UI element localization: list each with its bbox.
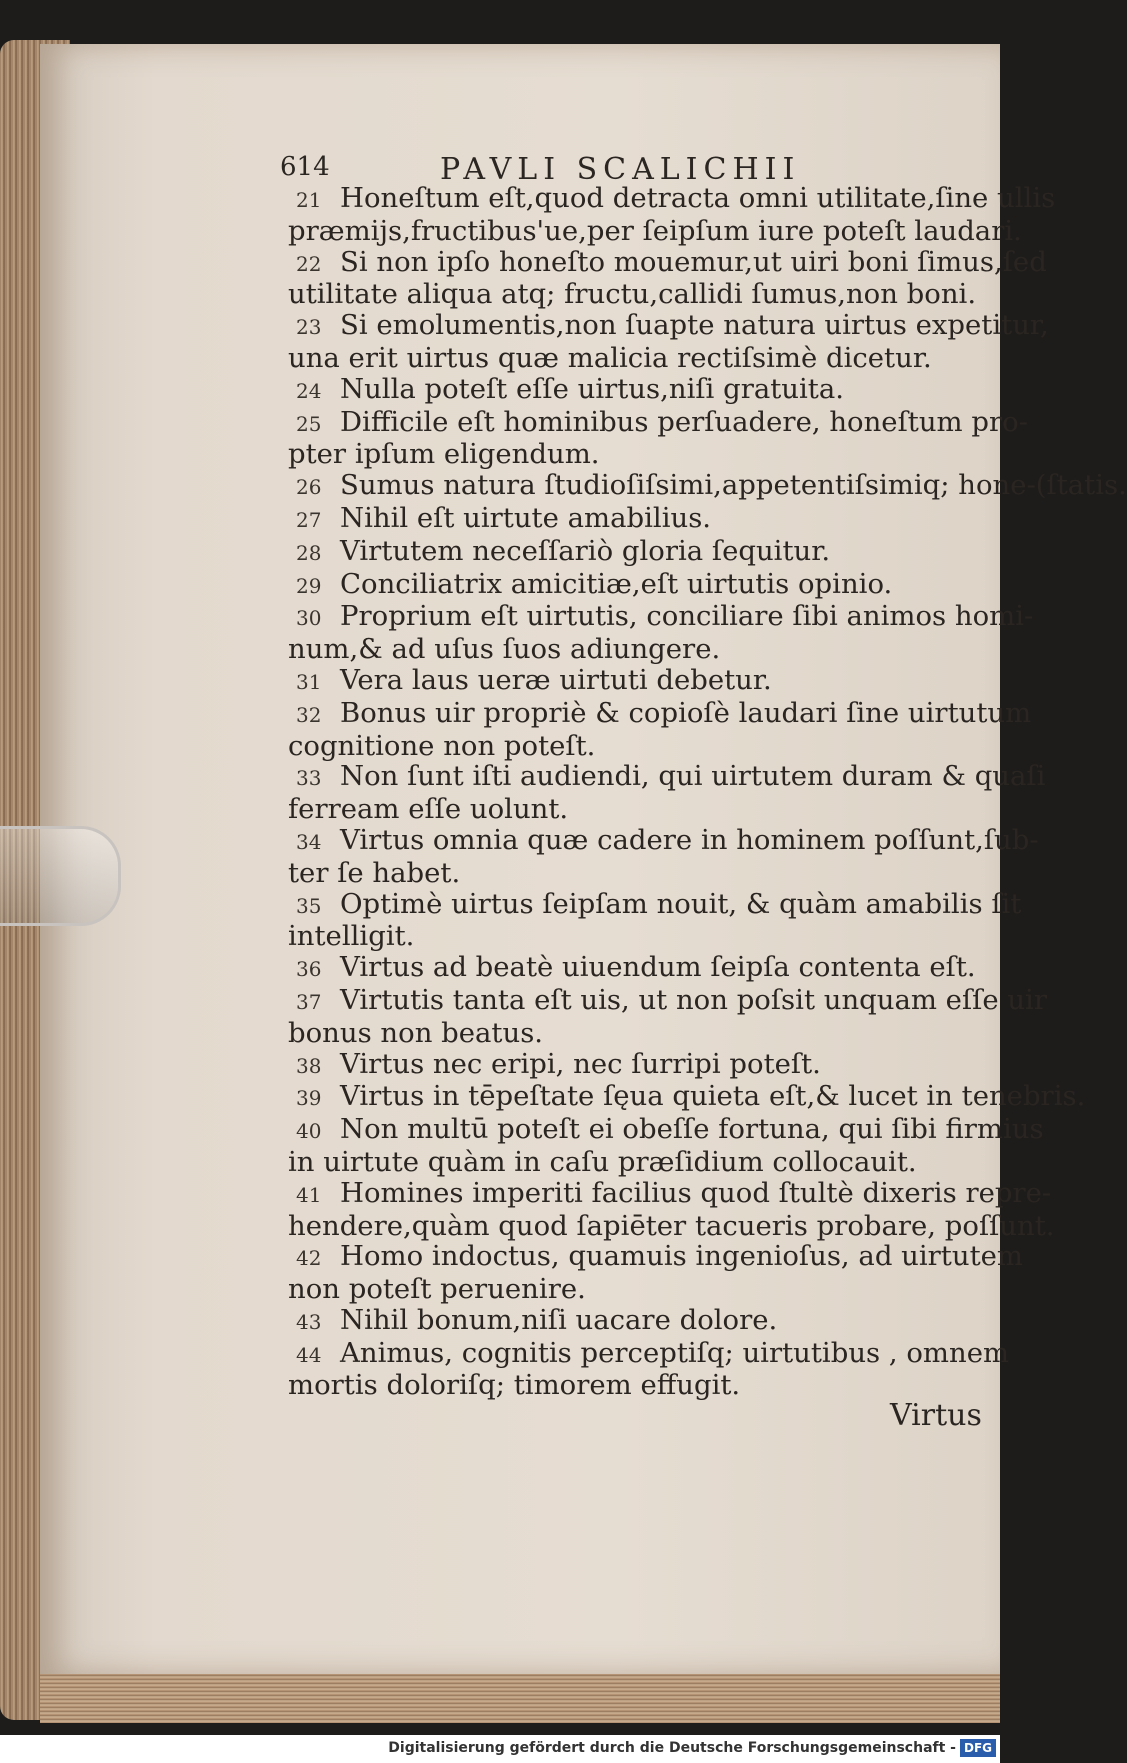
entry-first-line <box>296 823 1039 858</box>
entry-number: 26 <box>296 475 322 500</box>
entry-text: Bonus uir propriè & copioſè laudari ſine uirtutum <box>340 696 1032 729</box>
page-clip <box>0 826 121 926</box>
entry-text: Nulla poteſt eſſe uirtus,niſi gratuita. <box>340 372 844 405</box>
sentence-entry <box>288 760 1046 826</box>
entry-number: 35 <box>296 893 322 918</box>
sentence-entry <box>296 665 956 698</box>
sentence-entry <box>296 469 1127 503</box>
entry-number: 29 <box>296 573 322 598</box>
catchword: Virtus <box>890 1398 982 1433</box>
entry-continuation-line <box>288 793 956 826</box>
entry-continuation-line <box>288 341 956 374</box>
entry-text: Animus, cognitis perceptiſq; uirtutibus , omnem <box>340 1336 1010 1369</box>
entry-first-line <box>296 245 1047 280</box>
entry-text: Virtus nec eripi, nec ſurripi poteſt. <box>340 1047 821 1080</box>
entry-text: præmijs,fructibus'ue,per ſeipſum iure poteſt laudari. <box>288 214 1022 247</box>
entry-number: 23 <box>296 315 322 340</box>
sentence-list <box>288 182 1127 1402</box>
entry-first-line <box>296 760 1046 794</box>
entry-first-line <box>296 536 956 569</box>
entry-continuation-line <box>288 633 956 666</box>
entry-text: cognitione non poteſt. <box>288 729 596 762</box>
entry-continuation-line <box>288 920 956 953</box>
entry-first-line <box>296 1176 1052 1211</box>
sentence-entry <box>288 600 1034 666</box>
entry-text: Si non ipſo honeſto mouemur,ut uiri boni ſimus,ſed <box>340 245 1047 278</box>
entry-text: pter ipſum eligendum. <box>288 438 600 471</box>
entry-number: 33 <box>296 766 322 791</box>
entry-text: Homo indoctus, quamuis ingenioſus, ad uirtutem <box>340 1240 1023 1273</box>
entry-first-line <box>296 600 1034 634</box>
entry-number: 36 <box>296 957 322 982</box>
sentence-entry <box>288 887 1022 953</box>
entry-text: Virtus in tēpeſtate ſęua quieta eſt,& lucet in tenebris. <box>340 1080 1086 1113</box>
entry-text: bonus non beatus. <box>288 1016 544 1049</box>
sentence-entry <box>288 1113 1044 1178</box>
entry-text: Conciliatrix amicitiæ,eſt uirtutis opinio. <box>340 567 893 600</box>
entry-first-line <box>296 983 1047 1018</box>
entry-text: Si emolumentis,non ſuapte natura uirtus expetitur, <box>340 309 1049 342</box>
entry-text: ferream eſſe uolunt. <box>288 793 569 826</box>
entry-continuation-line <box>288 1369 956 1402</box>
entry-continuation-line <box>288 1209 1055 1242</box>
entry-text: Virtus ad beatè uiuendum ſeipſa contenta eſt. <box>340 951 976 984</box>
entry-number: 27 <box>296 507 322 532</box>
entry-first-line <box>296 665 956 698</box>
entry-text: Non multū poteſt ei obeſſe fortuna, qui ſibi firmius <box>340 1113 1044 1146</box>
entry-continuation-line <box>288 438 956 471</box>
sentence-entry <box>288 405 1028 471</box>
entry-text: Virtutis tanta eſt uis, ut non poſsit unquam eſſe uir <box>340 983 1047 1016</box>
sentence-entry <box>296 951 976 985</box>
entry-text: Proprium eſt uirtutis, conciliare ſibi animos homi- <box>340 600 1034 633</box>
sentence-entry <box>288 823 1039 889</box>
entry-number: 42 <box>296 1246 322 1271</box>
entry-first-line <box>296 182 1056 216</box>
sentence-entry <box>288 1336 1010 1402</box>
entry-text: in uirtute quàm in caſu præſidium collocauit. <box>288 1145 917 1178</box>
entry-number: 38 <box>296 1053 322 1078</box>
entry-number: 30 <box>296 606 322 631</box>
entry-text: Homines imperiti facilius quod ſtultè dixeris repre- <box>340 1176 1052 1209</box>
sentence-entry <box>296 536 956 569</box>
entry-text: Vera laus ueræ uirtuti debetur. <box>340 663 772 696</box>
entry-text: una erit uirtus quæ malicia rectiſsimè dicetur. <box>288 341 932 374</box>
entry-number: 43 <box>296 1309 322 1334</box>
page-number: 614 <box>280 152 330 182</box>
footer-bar <box>0 1735 1000 1763</box>
entry-text: intelligit. <box>288 920 415 953</box>
entry-number: 40 <box>296 1119 322 1144</box>
entry-first-line <box>296 569 956 602</box>
entry-first-line <box>296 1336 1010 1371</box>
entry-number: 34 <box>296 829 322 854</box>
entry-first-line <box>296 1113 1044 1147</box>
entry-text: Nihil eſt uirtute amabilius. <box>340 501 712 534</box>
entry-text: Optimè uirtus ſeipſam nouit, & quàm amabilis ſit <box>340 887 1022 920</box>
sentence-entry <box>296 503 956 536</box>
funding-credit: Digitalisierung gefördert durch die Deutsche Forschungsgemeinschaft - <box>388 1740 956 1756</box>
sentence-entry <box>296 374 956 407</box>
entry-continuation-line <box>288 278 977 311</box>
entry-first-line <box>296 503 956 536</box>
sentence-entry <box>288 696 1032 762</box>
running-title: PAVLI SCALICHII <box>440 152 801 187</box>
entry-text: Difficile eſt hominibus perſuadere, honeſtum pro- <box>340 405 1028 438</box>
entry-first-line <box>296 1080 1086 1114</box>
entry-text: Non ſunt iſti audiendi, qui uirtutem duram & quaſi <box>340 760 1046 793</box>
entry-continuation-line <box>288 1016 956 1049</box>
entry-first-line <box>296 887 1022 922</box>
sentence-entry <box>288 182 1056 247</box>
entry-first-line <box>296 309 1049 343</box>
entry-text: hendere,quàm quod ſapiēter tacueris probare, poſſunt. <box>288 1209 1055 1242</box>
entry-text: non poteſt peruenire. <box>288 1273 586 1306</box>
entry-number: 21 <box>296 188 322 212</box>
entry-number: 32 <box>296 702 322 727</box>
entry-first-line <box>296 1305 956 1338</box>
sentence-entry <box>296 1305 956 1338</box>
entry-number: 25 <box>296 411 322 436</box>
entry-first-line <box>296 405 1028 440</box>
entry-text: Virtus omnia quæ cadere in hominem poſſunt,ſub- <box>340 823 1039 856</box>
sentence-entry <box>288 245 1047 311</box>
dfg-logo: DFG <box>960 1739 996 1757</box>
entry-continuation-line <box>288 214 1022 247</box>
entry-text: mortis doloriſq; timorem effugit. <box>288 1369 741 1402</box>
entry-number: 24 <box>296 378 322 403</box>
entry-continuation-line <box>288 1273 956 1306</box>
sentence-entry <box>288 1240 1023 1306</box>
sentence-entry <box>288 309 1049 374</box>
entry-first-line <box>296 1049 956 1082</box>
sentence-entry <box>296 1049 956 1082</box>
sentence-entry <box>296 1080 1086 1114</box>
sentence-entry <box>288 983 1047 1049</box>
entry-first-line <box>296 696 1032 731</box>
entry-first-line <box>296 374 956 407</box>
sentence-entry <box>296 569 956 602</box>
entry-text: Virtutem neceſſariò gloria ſequitur. <box>340 534 831 567</box>
entry-text: utilitate aliqua atq; fructu,callidi ſumus,non boni. <box>288 278 977 311</box>
entry-first-line <box>296 1240 1023 1274</box>
entry-text: Honeſtum eſt,quod detracta omni utilitate,ſine ullis <box>340 182 1056 214</box>
entry-number: 37 <box>296 989 322 1014</box>
entry-continuation-line <box>288 729 956 762</box>
entry-text: Sumus natura ſtudioſiſsimi,appetentiſsimiq; hone-(ſtatis. <box>340 469 1127 502</box>
entry-first-line <box>296 951 976 985</box>
entry-number: 44 <box>296 1342 322 1367</box>
sentence-entry <box>288 1176 1055 1242</box>
entry-text: Nihil bonum,niſi uacare dolore. <box>340 1303 778 1336</box>
entry-number: 28 <box>296 540 322 565</box>
entry-continuation-line <box>288 1145 956 1178</box>
entry-first-line <box>296 469 1127 503</box>
entry-number: 22 <box>296 251 322 276</box>
entry-number: 41 <box>296 1182 322 1207</box>
entry-text: ter ſe habet. <box>288 856 461 889</box>
entry-text: num,& ad uſus ſuos adiungere. <box>288 633 721 666</box>
entry-number: 39 <box>296 1086 322 1111</box>
entry-number: 31 <box>296 669 322 694</box>
entry-continuation-line <box>288 856 956 889</box>
